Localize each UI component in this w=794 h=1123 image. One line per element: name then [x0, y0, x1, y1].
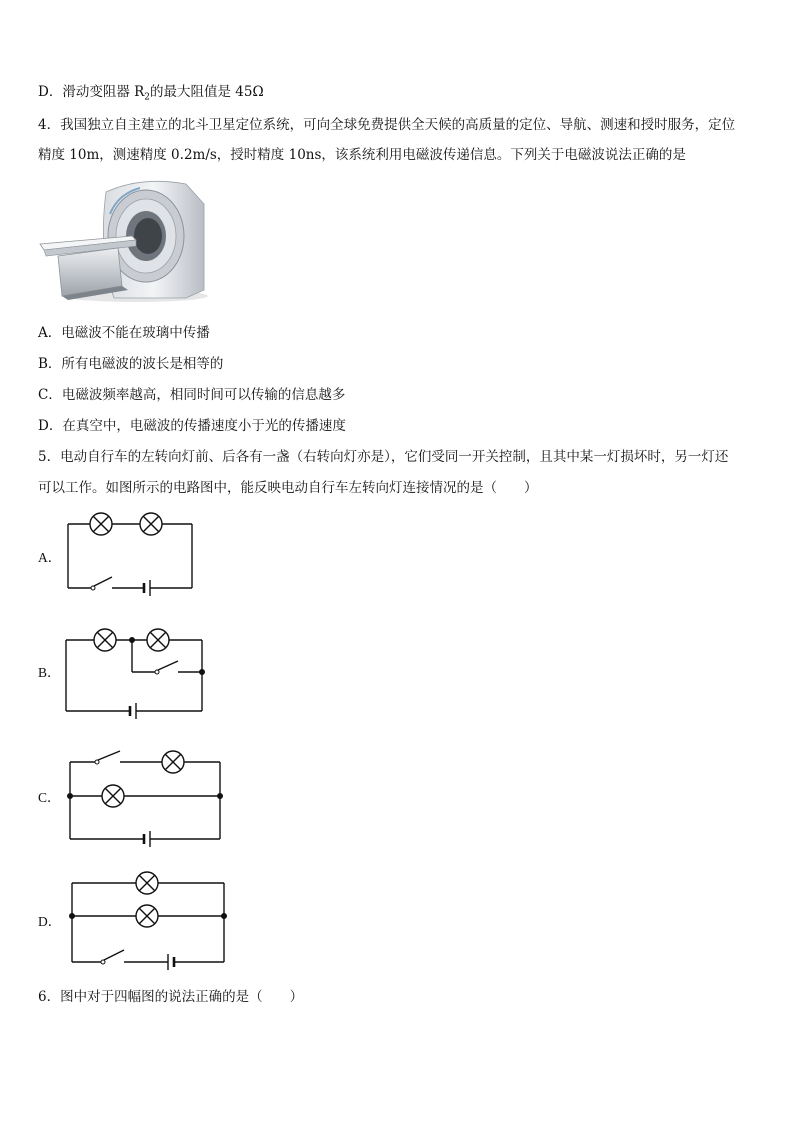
circuit-c-diagram: [60, 745, 230, 845]
circuit-d-diagram: [60, 866, 230, 976]
mri-machine-image: [36, 174, 210, 304]
q5-stem-line1: 5．电动自行车的左转向灯前、后各有一盏（右转向灯亦是），它们受同一开关控制，且其中某一灯损坏时，另一灯还: [38, 449, 729, 465]
circuit-a-diagram: [60, 510, 200, 600]
q5-option-b-label: B．: [38, 665, 61, 680]
q4-option-c: C．电磁波频率越高，相同时间可以传输的信息越多: [38, 387, 346, 403]
q4-option-b: B．所有电磁波的波长是相等的: [38, 356, 224, 372]
q4-stem-line2: 精度 10m，测速精度 0.2m/s，授时精度 10ns，该系统利用电磁波传递信息。下列关于电磁波说法正确的是: [38, 147, 686, 163]
q4-option-a: A．电磁波不能在玻璃中传播: [38, 325, 210, 341]
circuit-b-diagram: [60, 625, 210, 720]
q6-stem: 6．图中对于四幅图的说法正确的是（ ）: [38, 989, 304, 1005]
q5-option-c-label: C．: [38, 790, 61, 805]
q5-option-d-label: D．: [38, 914, 62, 929]
q5-option-a-label: A．: [38, 550, 62, 565]
q4-stem-line1: 4．我国独立自主建立的北斗卫星定位系统，可向全球免费提供全天候的高质量的定位、导航、测速和授时服务，定位: [38, 117, 736, 133]
q3-option-d: D．滑动变阻器 $R_2$的最大阻值是 45Ω: [38, 84, 264, 103]
q5-stem-line2: 可以工作。如图所示的电路图中，能反映电动自行车左转向灯连接情况的是（ ）: [38, 480, 538, 496]
q4-option-d: D．在真空中，电磁波的传播速度小于光的传播速度: [38, 418, 346, 434]
